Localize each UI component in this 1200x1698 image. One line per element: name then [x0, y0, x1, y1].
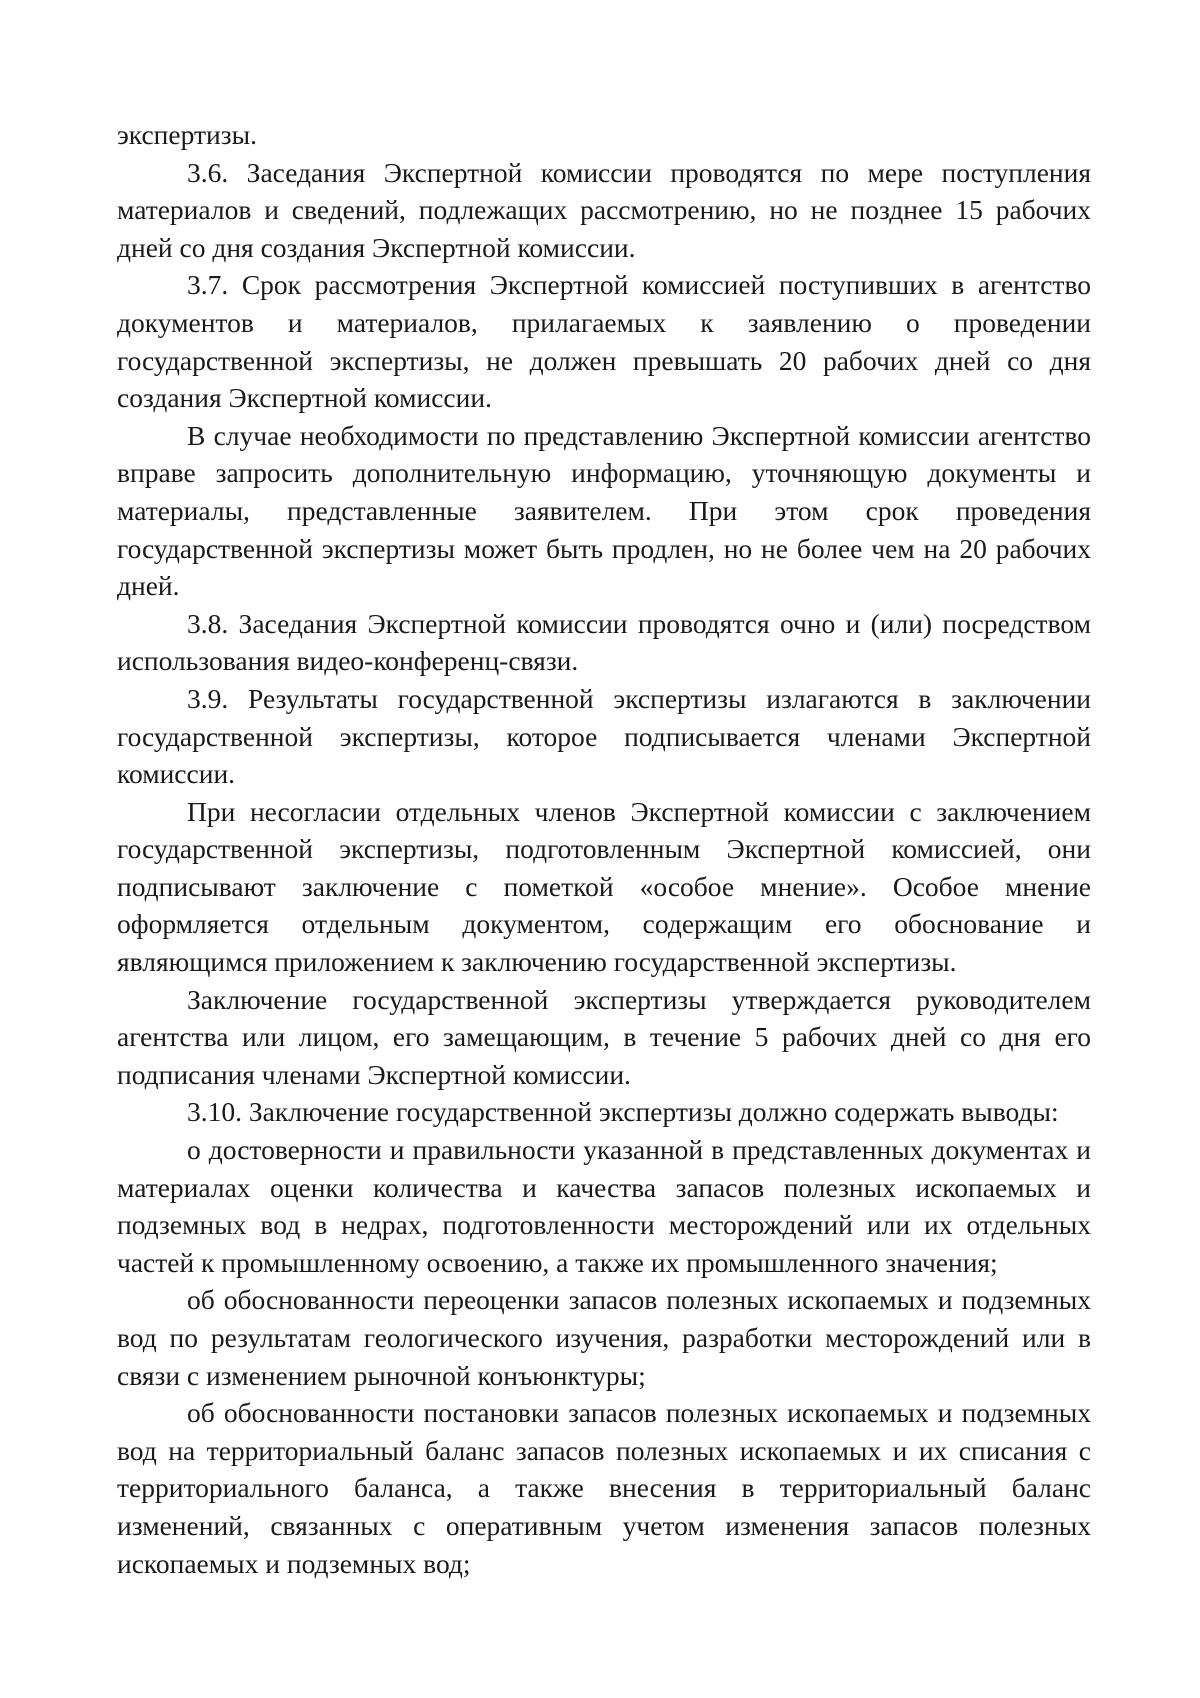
paragraph-3-10-item-balance: об обоснованности постановки запасов полезных ископаемых и подземных вод на территориальный баланс запасов полезных ископаемых и их списания с территориального баланса, а также внесения в территориальный баланс изменений, связанных с оперативным учетом изменения запасов полезных ископаемых и подземных вод;	[117, 1397, 1091, 1579]
paragraph-3-8: 3.8. Заседания Экспертной комиссии проводятся очно и (или) посредством использования видео-конференц-связи.	[117, 607, 1091, 677]
paragraph-continuation: экспертизы.	[117, 119, 257, 150]
paragraph-3-6: 3.6. Заседания Экспертной комиссии проводятся по мере поступления материалов и сведений, подлежащих рассмотрению, но не позднее 15 рабочих дней со дня создания Экспертной комиссии.	[117, 156, 1091, 263]
paragraph-3-7: 3.7. Срок рассмотрения Экспертной комиссией поступивших в агентство документов и материалов, прилагаемых к заявлению о проведении государственной экспертизы, не должен превышать 20 рабочих дней со дня создания Экспертной комиссии.	[117, 269, 1091, 414]
document-page	[117, 116, 1091, 1582]
paragraph-3-9-approval: Заключение государственной экспертизы утверждается руководителем агентства или лицом, его замещающим, в течение 5 рабочих дней со дня его подписания членами Экспертной комиссии.	[117, 983, 1091, 1090]
paragraph-3-9-dissent: При несогласии отдельных членов Экспертной комиссии с заключением государственной экспертизы, подготовленным Экспертной комиссией, они подписывают заключение с пометкой «особое мнение». Особое мнение оформляется отдельным документом, содержащим его обоснование и являющимся приложением к заключению государственной экспертизы.	[117, 795, 1091, 978]
paragraph-3-10: 3.10. Заключение государственной экспертизы должно содержать выводы:	[187, 1096, 1059, 1128]
paragraph-3-10-item-reliability: о достоверности и правильности указанной в представленных документах и материалах оценки количества и качества запасов полезных ископаемых и подземных вод в недрах, подготовленности месторождений или их отдельных частей к промышленному освоению, а также их промышленного значения;	[117, 1134, 1091, 1278]
paragraph-3-10-item-revaluation: об обоснованности переоценки запасов полезных ископаемых и подземных вод по результатам геологического изучения, разработки месторождений или в связи с изменением рыночной конъюнктуры;	[117, 1284, 1091, 1391]
paragraph-3-7-extension: В случае необходимости по представлению Экспертной комиссии агентство вправе запросить дополнительную информацию, уточняющую документы и материалы, представленные заявителем. При этом срок проведения государственной экспертизы может быть продлен, но не более чем на 20 рабочих дней.	[117, 419, 1091, 602]
paragraph-3-9: 3.9. Результаты государственной экспертизы излагаются в заключении государственной экспертизы, которое подписывается членами Экспертной комиссии.	[117, 682, 1091, 790]
